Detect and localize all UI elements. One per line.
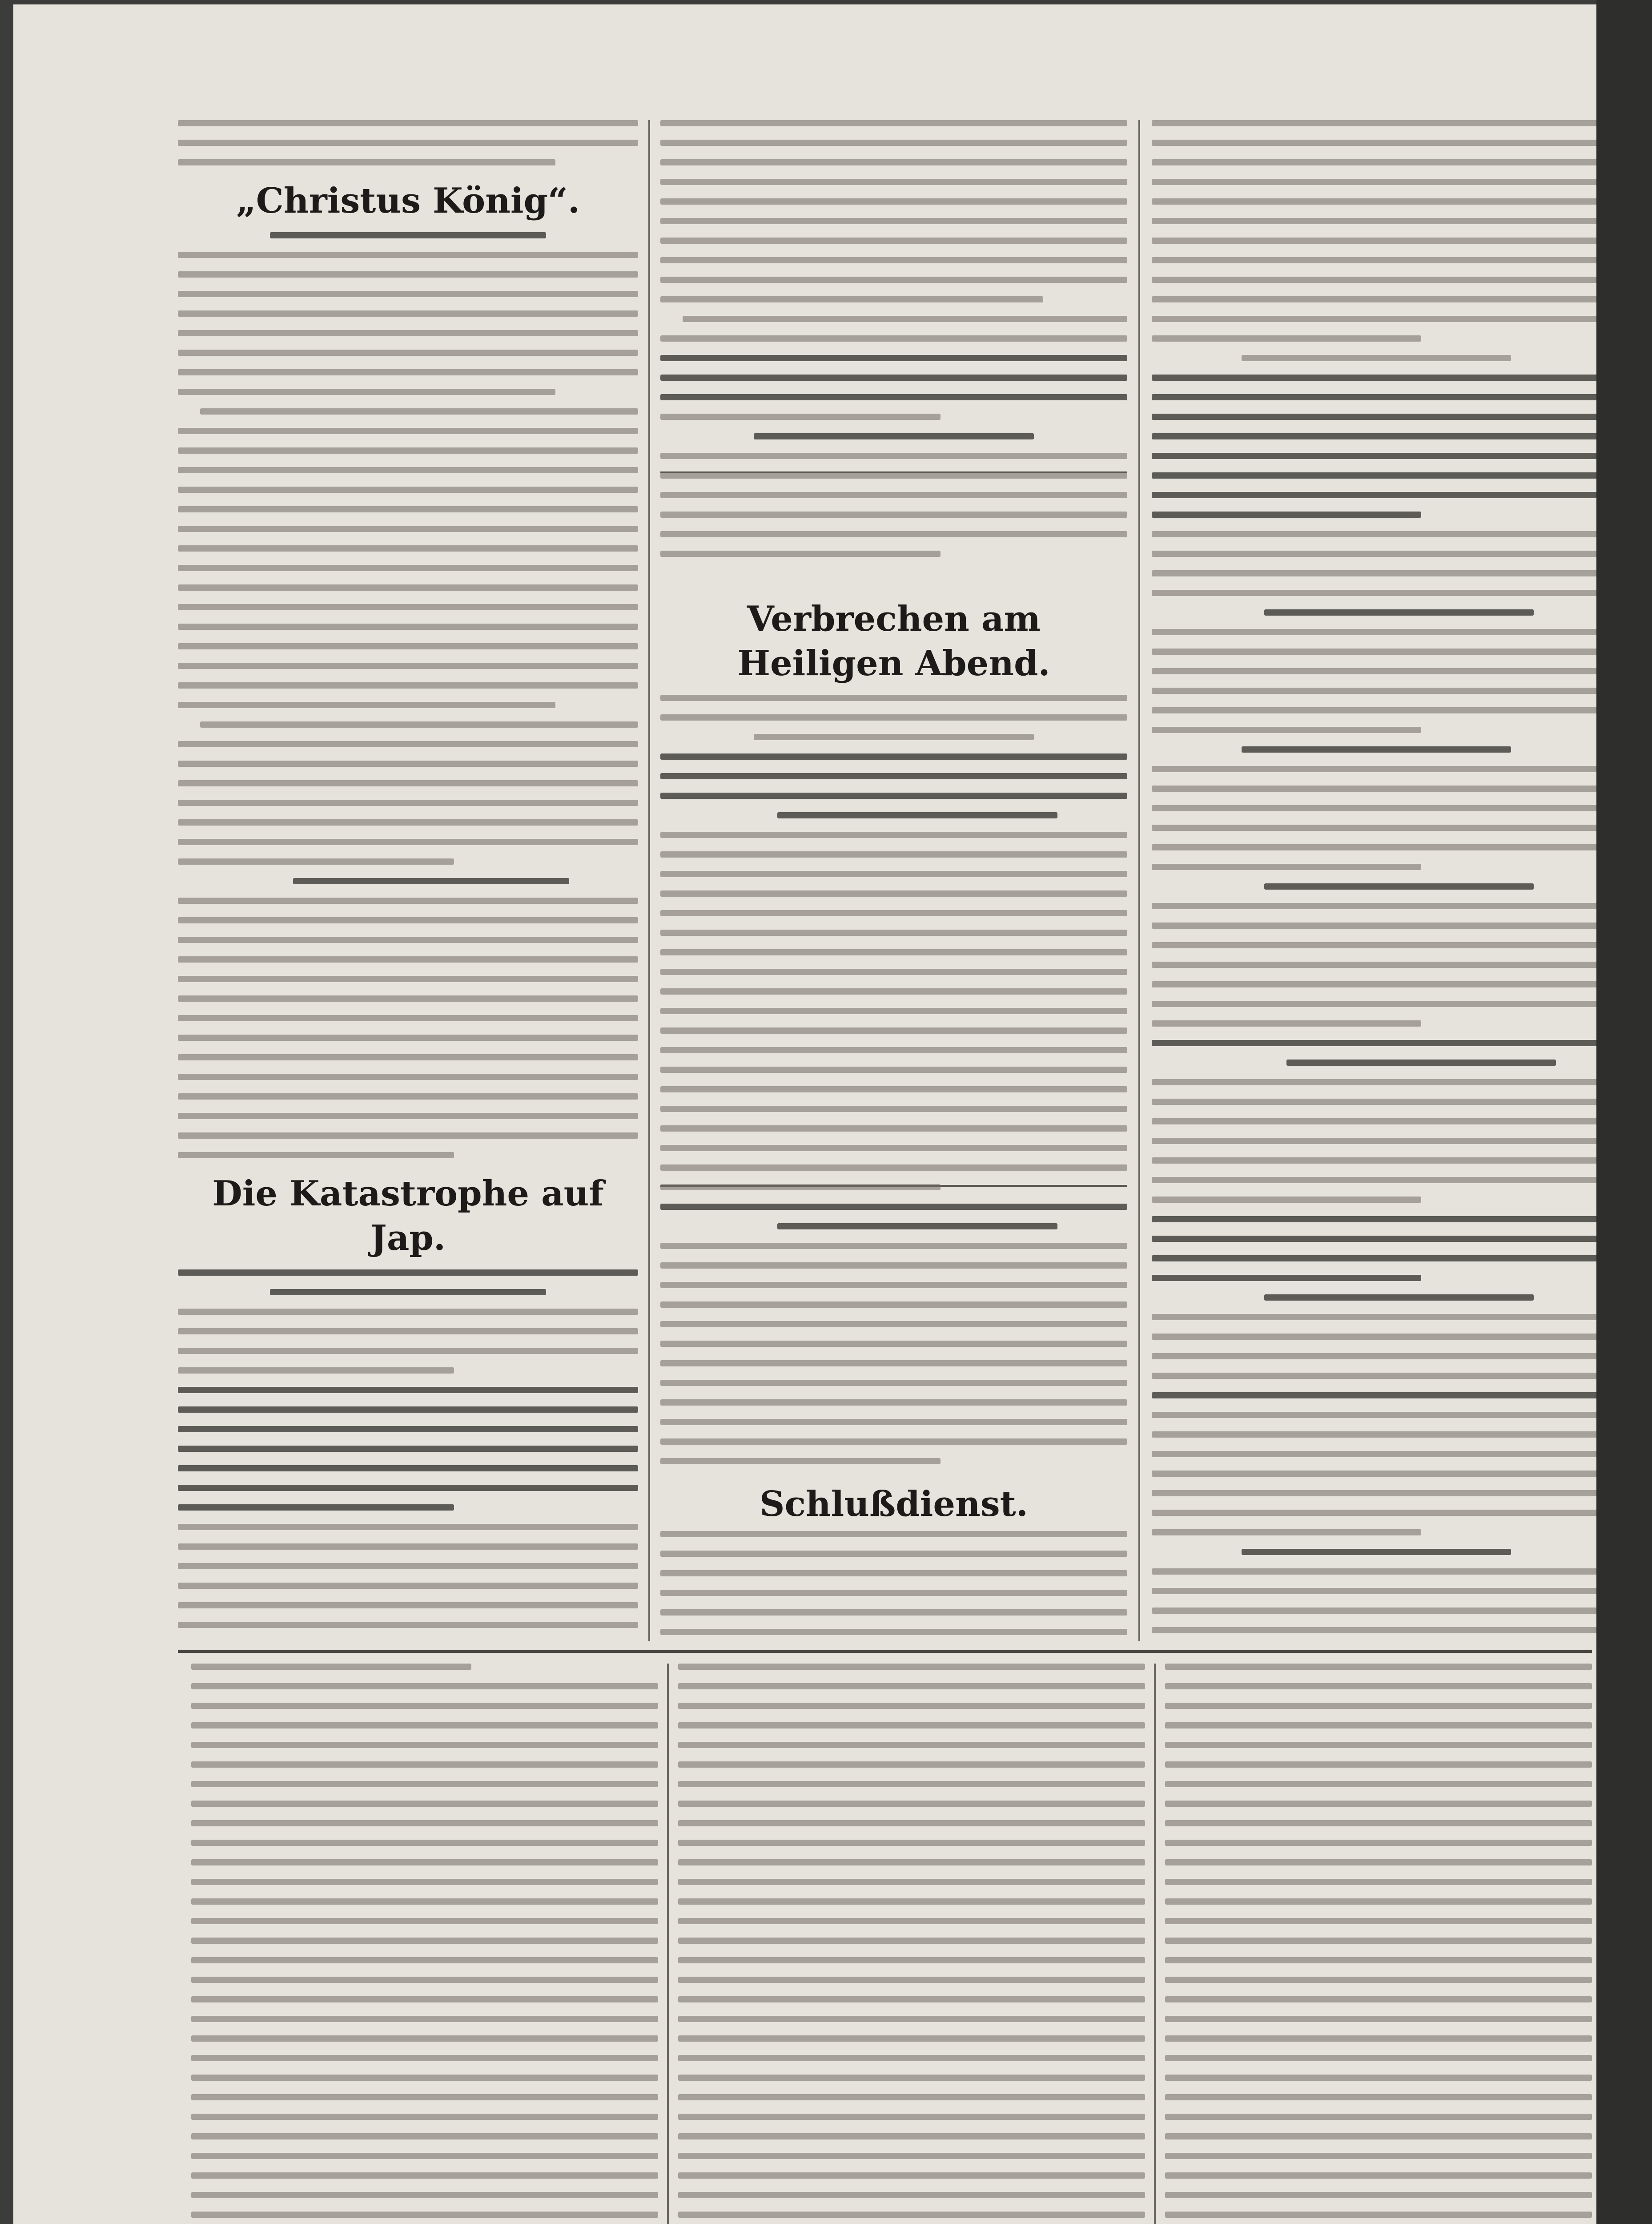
- heading-schlussdienst: Schlußdienst.: [760, 1484, 1028, 1524]
- column-3-intro-text: [1152, 120, 1601, 342]
- christus-koenig-body: [178, 232, 638, 1158]
- roman-divider-1: [667, 1664, 669, 2224]
- column-2: [660, 120, 1127, 1641]
- roman-column-3: [1165, 1664, 1592, 2224]
- katastrophe-jap-body: [178, 1269, 638, 1641]
- heading-katastrophe-jap: Die Katastrophe auf Jap.: [212, 1173, 604, 1258]
- roman-divider-2: [1154, 1664, 1156, 2224]
- section-divider: [178, 1650, 1592, 1653]
- roman-installment: [191, 1664, 658, 1670]
- roman-text-2: [678, 1664, 1145, 2224]
- roman-column-1: [191, 1664, 658, 2224]
- newspaper-page: [13, 4, 1596, 2224]
- roman-column-2: [678, 1664, 1145, 2224]
- column-1-intro-text: [178, 120, 638, 165]
- roman-text-1: [191, 1683, 658, 2224]
- column-divider-2: [1138, 120, 1140, 1641]
- column-divider-1: [648, 120, 650, 1641]
- column-1: [178, 120, 638, 1641]
- heading-christus-koenig: „Christus König“.: [236, 181, 580, 221]
- heading-verbrechen-abend: Verbrechen am Heiligen Abend.: [737, 599, 1050, 684]
- scanner-edge: [1596, 0, 1652, 2224]
- verbrechen-box: [660, 471, 1127, 1187]
- roman-text-3: [1165, 1664, 1592, 2224]
- schlussdienst-body: [660, 1531, 1127, 1641]
- column-3: [1152, 120, 1601, 1641]
- wirren-china-body: [1152, 355, 1601, 1641]
